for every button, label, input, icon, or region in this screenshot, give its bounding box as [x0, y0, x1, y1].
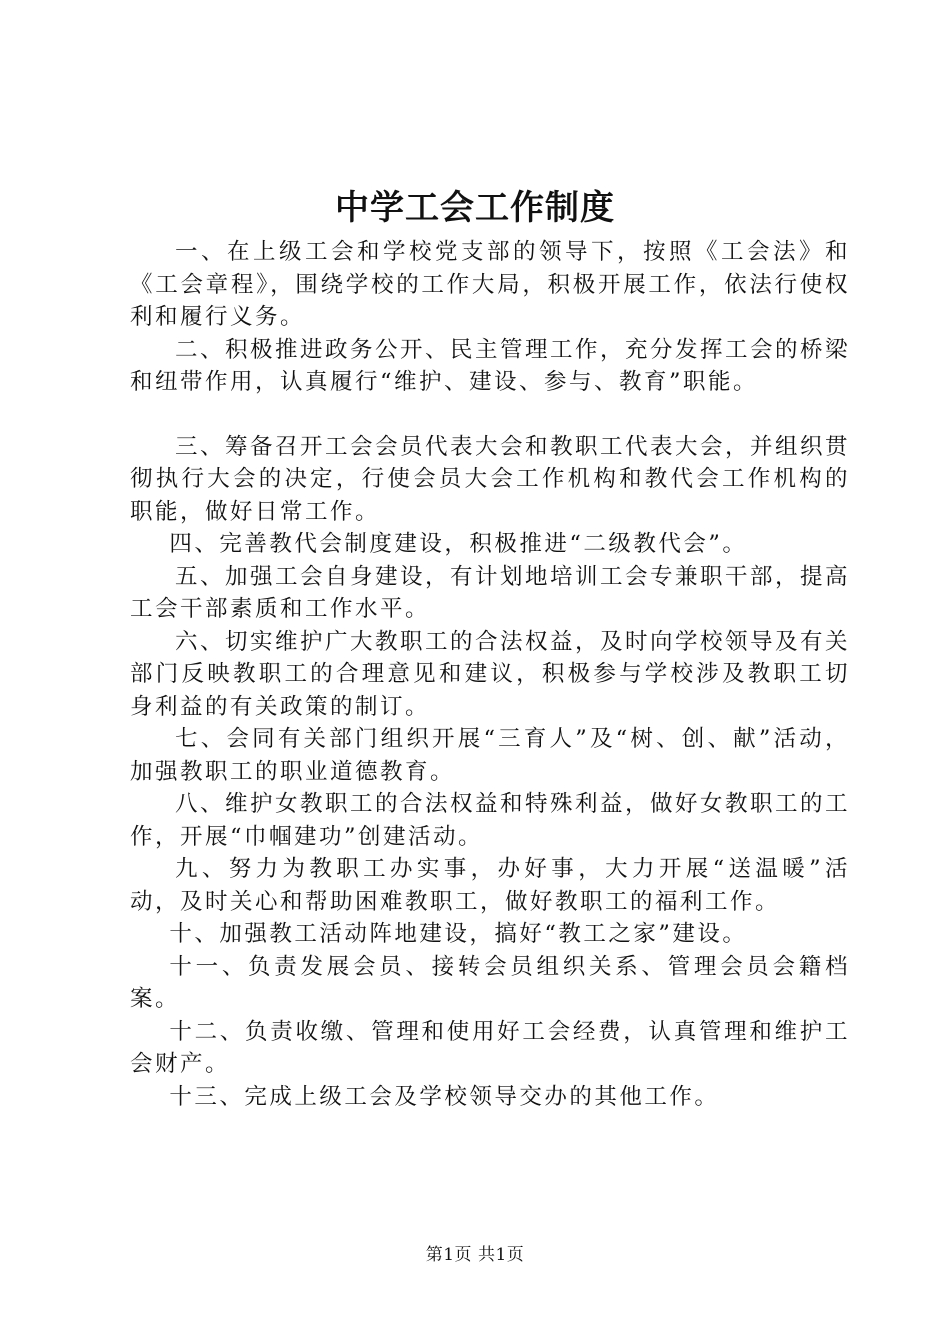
paragraph-3: 三、筹备召开工会会员代表大会和教职工代表大会，并组织贯彻执行大会的决定，行使会员大会工作机构和教代会工作机构的职能，做好日常工作。 — [130, 433, 851, 525]
paragraph-11: 十一、负责发展会员、接转会员组织关系、管理会员会籍档案。 — [130, 953, 850, 1012]
document-body — [130, 236, 850, 1113]
paragraph-8: 八、维护女教职工的合法权益和特殊利益，做好女教职工的工作，开展“巾帼建功”创建活动。 — [130, 791, 851, 850]
page-footer: 第1页 共1页 — [425, 1245, 525, 1265]
paragraph-5: 五、加强工会自身建设，有计划地培训工会专兼职干部，提高工会干部素质和工作水平。 — [130, 563, 851, 622]
paragraph-12: 十二、负责收缴、管理和使用好工会经费，认真管理和维护工会财产。 — [130, 1018, 850, 1077]
paragraph-1: 一、在上级工会和学校党支部的领导下，按照《工会法》和《工会章程》，围绕学校的工作大局，积极开展工作，依法行使权利和履行义务。 — [130, 239, 850, 330]
paragraph-6: 六、切实维护广大教职工的合法权益，及时向学校领导及有关部门反映教职工的合理意见和建议，积极参与学校涉及教职工切身利益的有关政策的制订。 — [130, 628, 851, 720]
paragraph-7: 七、会同有关部门组织开展“三育人”及“树、创、献”活动，加强教职工的职业道德教育。 — [130, 726, 850, 785]
page-title: 中学工会工作制度 — [335, 188, 615, 228]
paragraph-4: 四、完善教代会制度建设，积极推进“二级教代会”。 — [169, 531, 748, 557]
paragraph-10: 十、加强教工活动阵地建设，搞好“教工之家”建设。 — [169, 921, 748, 947]
paragraph-13: 十三、完成上级工会及学校领导交办的其他工作。 — [169, 1083, 720, 1110]
paragraph-9: 九、努力为教职工办实事，办好事，大力开展“送温暖”活动，及时关心和帮助困难教职工，做好教职工的福利工作。 — [130, 856, 850, 915]
paragraph-2: 二、积极推进政务公开、民主管理工作，充分发挥工会的桥梁和纽带作用，认真履行“维护、建设、参与、教育”职能。 — [130, 336, 851, 395]
